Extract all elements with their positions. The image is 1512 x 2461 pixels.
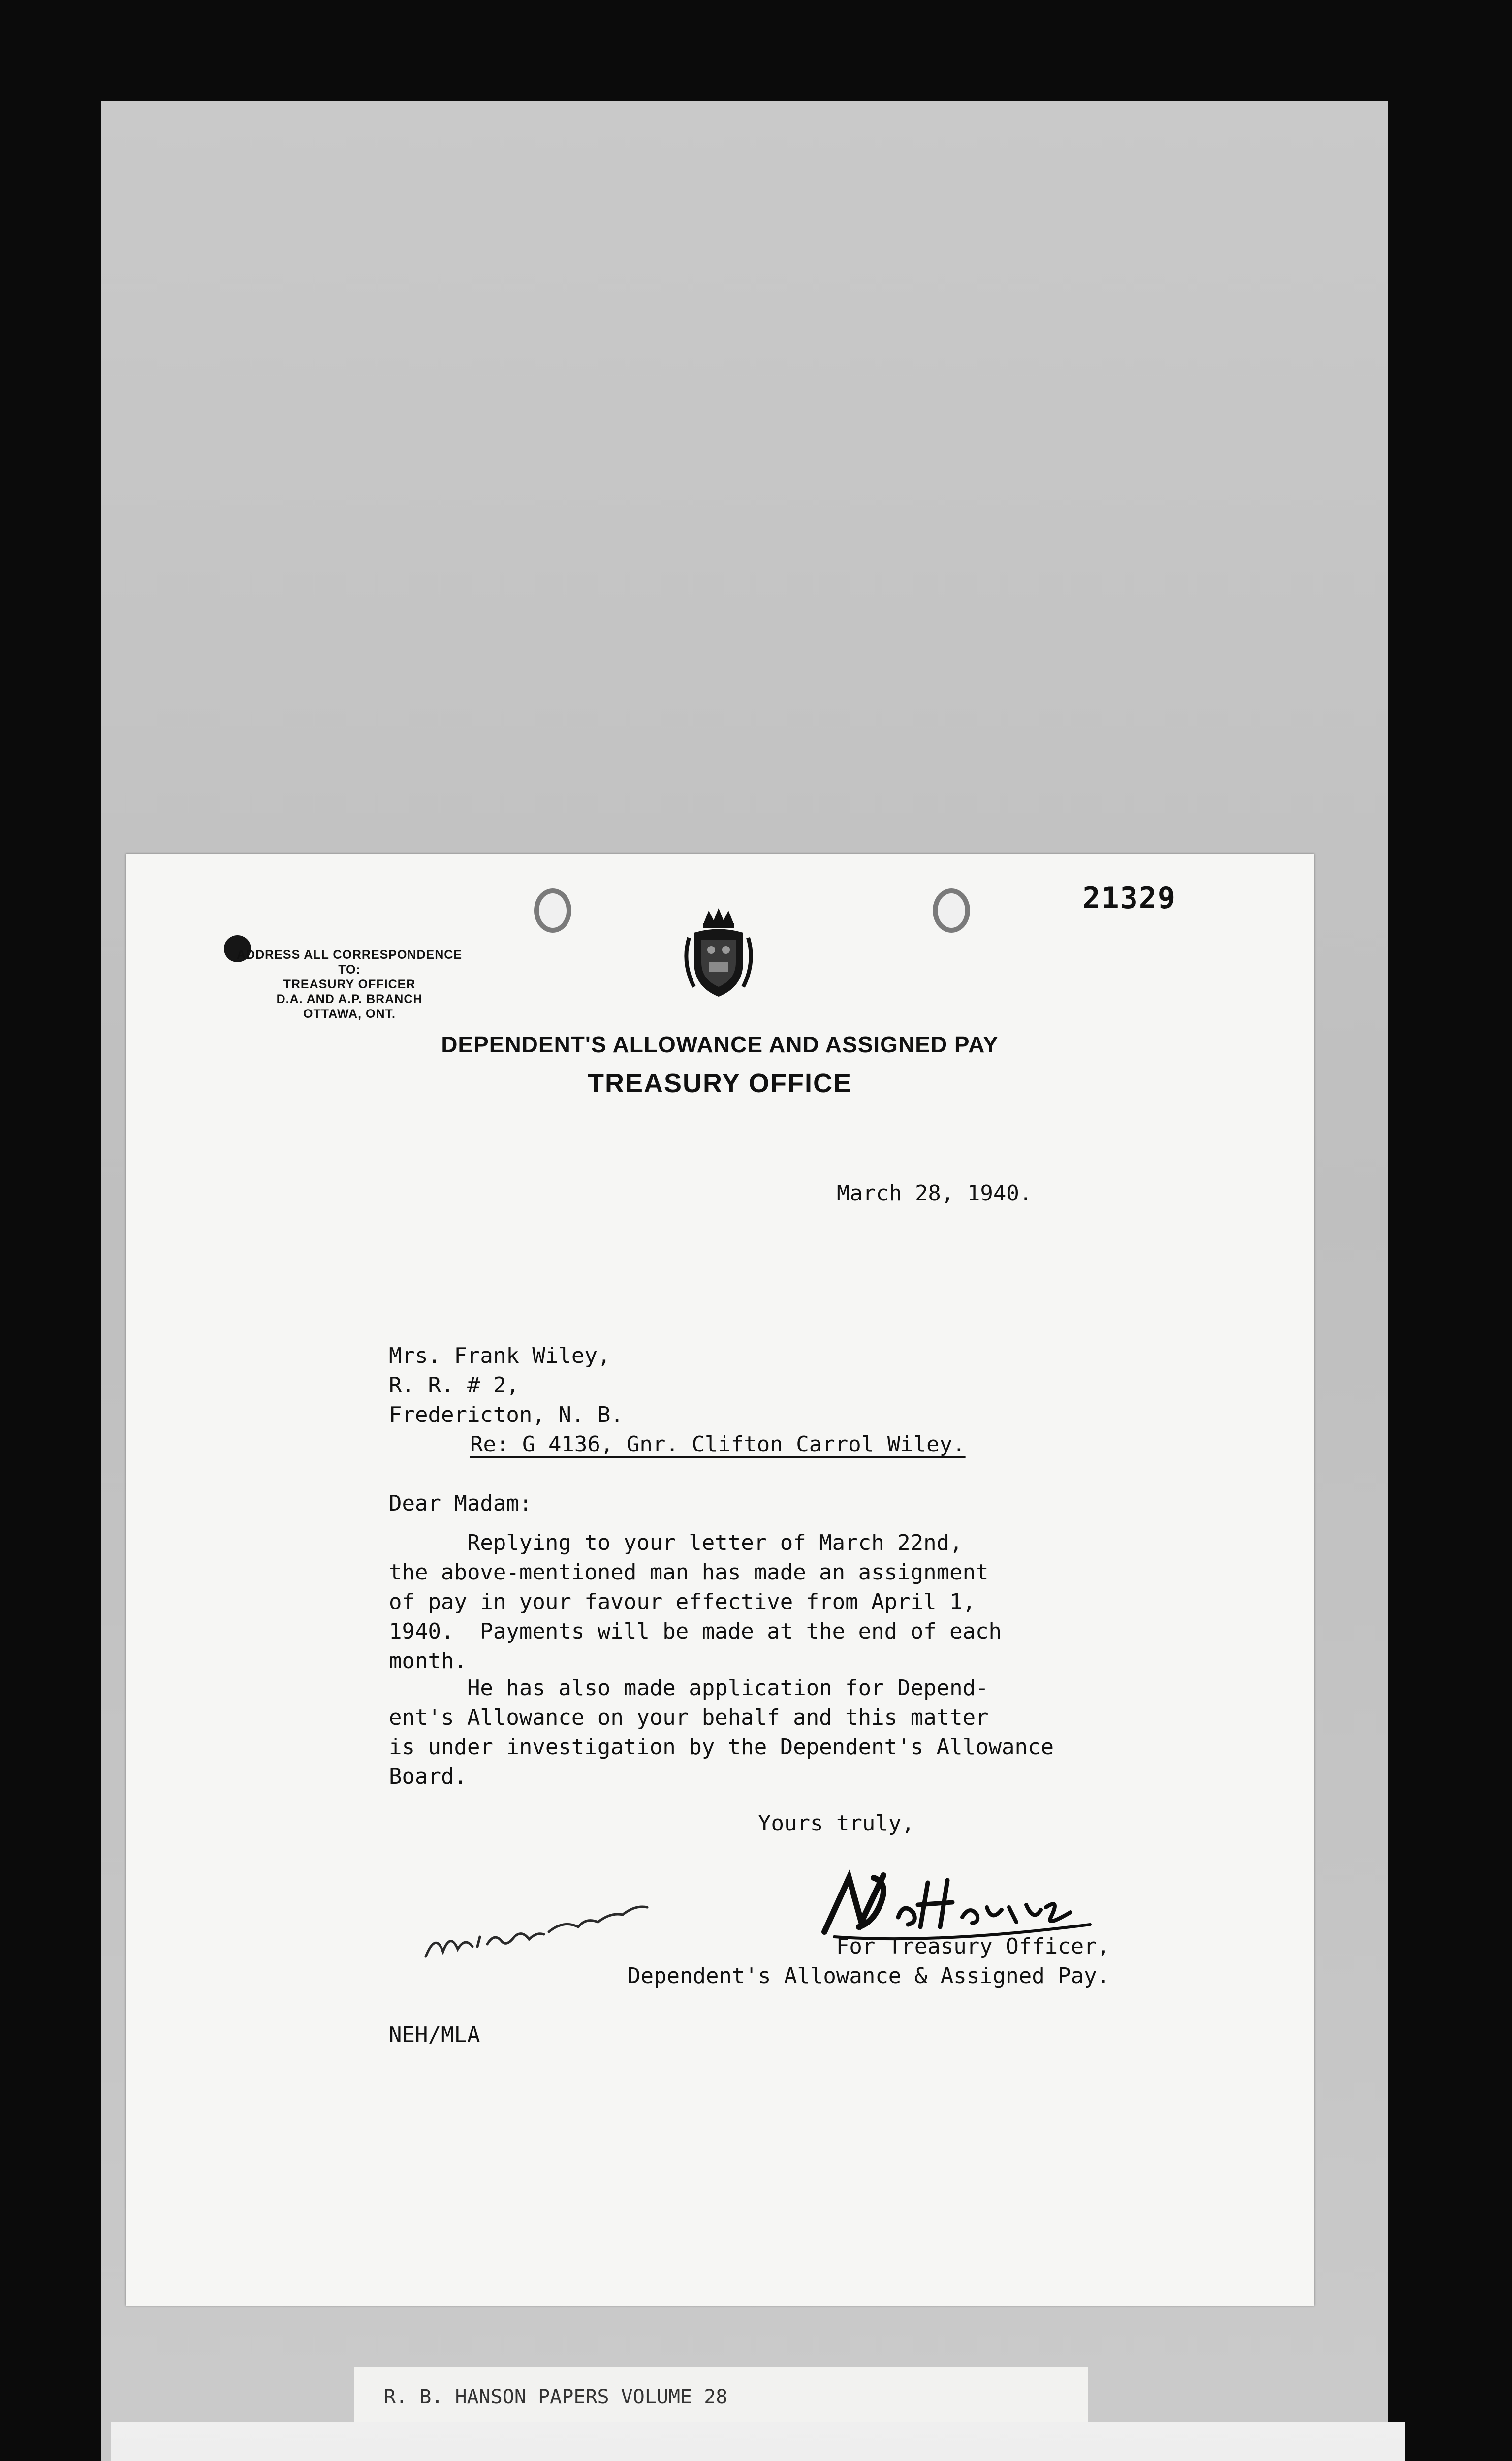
- address-line: D.A. AND A.P. BRANCH: [276, 992, 423, 1006]
- address-line: ADDRESS ALL CORRESPONDENCE TO:: [237, 948, 462, 977]
- reference-slip: R. B. HANSON PAPERS VOLUME 28: [354, 2367, 1088, 2427]
- correspondence-address-block: [231, 947, 468, 1021]
- subject-line: Re: G 4136, Gnr. Clifton Carrol Wiley.: [470, 1432, 966, 1457]
- letter-page: [126, 854, 1314, 2306]
- typist-initials: NEH/MLA: [389, 2022, 480, 2048]
- royal-coat-of-arms-icon: [679, 903, 758, 1002]
- body-paragraph: He has also made application for Depend- ent's Allowance on your behalf and this matter is under investigation by the Dependent's Allowance Board.: [389, 1675, 1054, 1789]
- recipient-address: Mrs. Frank Wiley, R. R. # 2, Fredericton, N. B.: [389, 1343, 624, 1427]
- binder-hole: [933, 888, 970, 933]
- address-line: TREASURY OFFICER: [283, 978, 416, 991]
- binder-hole: [534, 888, 571, 933]
- handwritten-note: [416, 1878, 657, 1966]
- closing: Yours truly,: [758, 1811, 914, 1836]
- signature-title: For Treasury Officer, Dependent's Allowance & Assigned Pay.: [628, 1934, 1110, 1988]
- archive-stamp: [111, 2422, 1405, 2461]
- salutation: Dear Madam:: [389, 1491, 533, 1516]
- letter-date: March 28, 1940.: [837, 1181, 1033, 1206]
- body-paragraph: Replying to your letter of March 22nd, the above-mentioned man has made an assignment of pay in your favour effective from April 1, 1940. Payments will be made at the end of each month.: [389, 1530, 1002, 1673]
- letterhead-subtitle: TREASURY OFFICE: [587, 1069, 852, 1098]
- address-line: OTTAWA, ONT.: [303, 1007, 396, 1021]
- serial-number: 21329: [1082, 881, 1176, 915]
- letterhead-title: DEPENDENT'S ALLOWANCE AND ASSIGNED PAY: [441, 1032, 999, 1057]
